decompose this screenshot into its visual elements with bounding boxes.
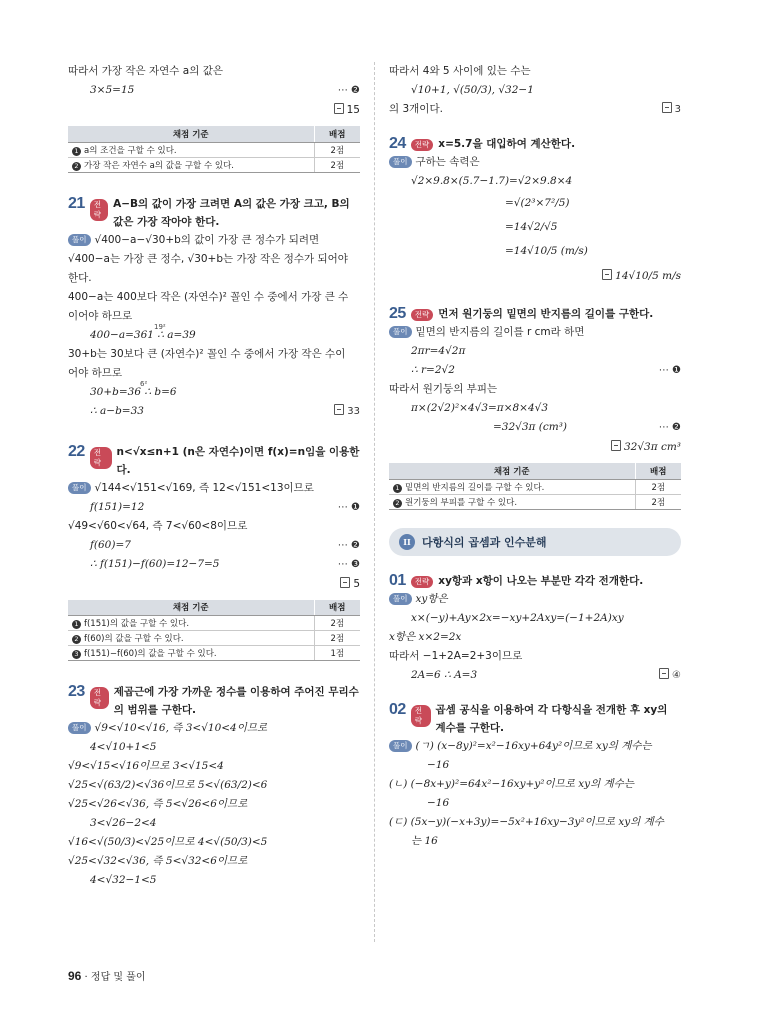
answer-icon <box>340 577 350 588</box>
scoring-table-2 <box>68 600 360 662</box>
solution-line <box>68 231 360 250</box>
circled-number: 2 <box>72 635 81 644</box>
right-column <box>389 62 681 851</box>
strategy-tag: 전략 <box>411 705 431 727</box>
answer-icon <box>334 103 344 114</box>
step-marker: ⋯ ❷ <box>337 85 360 96</box>
equation: 2πr=4√2π <box>411 345 466 357</box>
table-head-points: 배점 <box>635 463 681 479</box>
circled-number: 1 <box>72 147 81 156</box>
solution-line <box>68 479 360 498</box>
eq-line: 30+b=36 ∴ b=6 <box>90 385 177 398</box>
text-line: 따라서 가장 작은 자연수 a의 값은 <box>68 65 223 77</box>
criteria-text: f(60)의 값을 구할 수 있다. <box>84 634 184 644</box>
strategy-tag: 전략 <box>90 447 112 469</box>
equation: √25<√26<√36, 즉 5<√26<6이므로 <box>68 798 248 810</box>
solution-line: 따라서 원기둥의 부피는 <box>389 383 498 395</box>
equation <box>68 402 360 421</box>
strategy-text: 제곱근에 가장 가까운 정수를 이용하여 주어진 무리수의 범위를 구한다. <box>113 686 359 716</box>
equation <box>389 418 681 437</box>
equation <box>68 379 360 402</box>
criteria-text: a의 조건을 구할 수 있다. <box>84 145 177 156</box>
question-22-header <box>68 443 360 479</box>
equation <box>68 498 360 517</box>
square-note: 19² <box>154 322 166 331</box>
solution-line <box>389 153 681 172</box>
table-head-criteria: 채점 기준 <box>68 126 314 142</box>
solution-tag: 풀이 <box>68 482 91 494</box>
step-marker: ⋯ ❷ <box>658 422 681 433</box>
solution-tag: 풀이 <box>389 593 412 605</box>
column-divider <box>374 62 375 942</box>
answer-icon <box>602 269 612 280</box>
answer-line <box>659 666 681 685</box>
strategy-text: n<√x≤n+1 (n은 자연수)이면 f(x)=n임을 이용한다. <box>116 445 360 476</box>
equation <box>68 555 360 574</box>
solution-text: √9<√10<√16, 즉 3<√10<4이므로 <box>94 722 268 734</box>
step-marker: ⋯ ❶ <box>658 365 681 376</box>
section-header <box>389 528 681 556</box>
answer-value: ④ <box>672 669 681 681</box>
criteria-text: 원기둥의 부피를 구할 수 있다. <box>405 497 518 508</box>
page-number: 96 <box>68 969 82 983</box>
eq-line: ∴ a−b=33 <box>90 404 144 417</box>
section-title: 다항식의 곱셈과 인수분해 <box>422 535 547 549</box>
solution-line: 한다. <box>68 271 92 284</box>
table-row <box>68 631 360 646</box>
solution-text: √400−a−√30+b의 값이 가장 큰 정수가 되려면 <box>94 233 320 246</box>
strategy-tag: 전략 <box>411 139 434 151</box>
criteria-text: 가장 작은 자연수 a의 값을 구할 수 있다. <box>84 160 234 171</box>
equation: 는 16 <box>411 834 438 847</box>
question-number: 23 <box>68 683 85 700</box>
answer-value: 15 <box>346 104 360 116</box>
solution-line: 30+b는 30보다 큰 (자연수)² 꼴인 수 중에서 가장 작은 수이 <box>68 347 346 360</box>
points-cell: 2점 <box>314 157 360 172</box>
answer-line <box>389 263 681 289</box>
solution-text: xy항은 <box>415 592 448 605</box>
answer-icon <box>662 102 672 113</box>
strategy-text: xy항과 x항이 나오는 부분만 각각 전개한다. <box>438 574 644 587</box>
solution-line: 400−a는 400보다 작은 (자연수)² 꼴인 수 중에서 가장 큰 수 <box>68 290 349 303</box>
strategy-text: 먼저 원기둥의 밑면의 반지름의 길이를 구한다. <box>438 308 654 320</box>
question-21-header <box>68 195 360 231</box>
equation <box>68 322 360 345</box>
count-text: 의 3개이다. <box>389 103 443 115</box>
equation: √10+1, √(50/3), √32−1 <box>411 84 534 96</box>
table-row <box>68 646 360 661</box>
scoring-table-1 <box>68 126 360 173</box>
points-cell: 2점 <box>314 616 360 631</box>
table-row <box>68 157 360 172</box>
equation <box>68 536 360 555</box>
step-marker: ⋯ ❷ <box>337 539 360 551</box>
equation <box>389 666 681 685</box>
equation: =14√10/5 (m/s) <box>505 245 588 257</box>
answer-line <box>68 100 360 120</box>
table-row <box>68 616 360 631</box>
footer-label: · 정답 및 풀이 <box>84 972 146 983</box>
text-line: 따라서 4와 5 사이에 있는 수는 <box>389 65 531 77</box>
eq-line: ∴ f(151)−f(60)=12−7=5 <box>90 557 220 570</box>
step-marker: ⋯ ❸ <box>337 558 360 570</box>
points-cell: 2점 <box>314 631 360 646</box>
answer-line <box>68 574 360 594</box>
eq-3x5: 3×5=15 <box>90 84 135 96</box>
equation <box>68 81 360 100</box>
question-number: 25 <box>389 305 406 322</box>
eq-line: f(60)=7 <box>90 538 131 551</box>
points-cell: 1점 <box>314 646 360 661</box>
eq-line: 400−a=361 ∴ a=39 <box>90 328 196 341</box>
strategy-text: x=5.7을 대입하여 계산한다. <box>438 138 576 150</box>
equation: √25<√(63/2)<√36이므로 5<√(63/2)<6 <box>68 779 268 791</box>
strategy-text: A−B의 값이 가장 크려면 A의 값은 가장 크고, B의 값은 가장 작아야 한다. <box>113 197 350 228</box>
answer-line <box>389 437 681 457</box>
equation: (ㄷ) (5x−y)(−x+3y)=−5x²+16xy−3y²이므로 xy의 계수 <box>389 815 664 828</box>
question-24-header <box>389 135 681 153</box>
answer-line <box>662 100 681 119</box>
criteria-text: f(151)−f(60)의 값을 구할 수 있다. <box>84 649 217 659</box>
answer-value: 32√3π cm³ <box>623 441 681 453</box>
equation: √2×9.8×(5.7−1.7)=√2×9.8×4 <box>411 175 573 187</box>
text-line <box>389 100 681 119</box>
table-head-points: 배점 <box>314 126 360 142</box>
question-25-header <box>389 305 681 323</box>
question-number: 22 <box>68 442 85 460</box>
strategy-text: 곱셈 공식을 이용하여 각 다항식을 전개한 후 xy의 계수를 구한다. <box>435 703 668 734</box>
solution-text: (ㄱ) (x−8y)²=x²−16xy+64y²이므로 xy의 계수는 <box>415 739 652 752</box>
equation: =14√2/√5 <box>505 221 558 233</box>
equation: 3<√26−2<4 <box>90 817 157 829</box>
table-row <box>389 494 681 509</box>
equation: √9<√15<√16이므로 3<√15<4 <box>68 760 224 772</box>
table-head-criteria: 채점 기준 <box>389 463 635 479</box>
square-note: 6² <box>140 379 148 388</box>
solution-line: √49<√60<√64, 즉 7<√60<8이므로 <box>68 519 248 532</box>
answer-icon <box>659 668 669 679</box>
table-row <box>389 479 681 494</box>
solution-line: 이어야 하므로 <box>68 309 133 322</box>
solution-line <box>389 323 681 342</box>
scoring-table-3 <box>389 463 681 510</box>
eq-line: f(151)=12 <box>90 500 145 513</box>
solution-line: 어야 하므로 <box>68 366 123 379</box>
points-cell: 2점 <box>635 479 681 494</box>
equation: 4<√10+1<5 <box>90 741 157 753</box>
solution-text: √144<√151<√169, 즉 12<√151<13이므로 <box>94 481 314 494</box>
solution-line <box>389 590 681 609</box>
criteria-text: 밑면의 반지름의 길이를 구할 수 있다. <box>405 482 545 493</box>
question-number: 24 <box>389 135 406 152</box>
equation: √25<√32<√36, 즉 5<√32<6이므로 <box>68 855 248 867</box>
solution-line: √400−a는 가장 큰 정수, √30+b는 가장 작은 정수가 되어야 <box>68 252 348 265</box>
solution-tag: 풀이 <box>389 326 412 338</box>
answer-line <box>334 402 360 421</box>
equation: (ㄴ) (−8x+y)²=64x²−16xy+y²이므로 xy의 계수는 <box>389 777 634 790</box>
page-footer <box>68 968 146 983</box>
solution-line <box>68 719 360 738</box>
circled-number: 1 <box>393 484 402 493</box>
question-02-header <box>389 701 681 737</box>
circled-number: 2 <box>72 162 81 171</box>
solution-tag: 풀이 <box>389 156 412 168</box>
question-01-header <box>389 572 681 590</box>
solution-text: 밑면의 반지름의 길이를 r cm라 하면 <box>415 326 585 338</box>
section-badge: II <box>399 534 415 550</box>
step-marker: ⋯ ❶ <box>337 501 360 513</box>
answer-value: 33 <box>347 405 360 417</box>
equation: π×(2√2)²×4√3=π×8×4√3 <box>411 402 549 414</box>
solution-tag: 풀이 <box>68 722 91 734</box>
circled-number: 2 <box>393 499 402 508</box>
solution-line: 따라서 −1+2A=2+3이므로 <box>389 649 523 662</box>
equation: √16<√(50/3)<√25이므로 4<√(50/3)<5 <box>68 836 268 848</box>
equation <box>389 361 681 380</box>
solution-line <box>389 737 681 756</box>
left-column <box>68 62 360 890</box>
points-cell: 2점 <box>635 494 681 509</box>
strategy-tag: 전략 <box>90 199 108 221</box>
strategy-tag: 전략 <box>411 309 434 321</box>
equation: x항은 x×2=2x <box>389 630 462 643</box>
equation: =√(2³×7²/5) <box>505 197 570 209</box>
equation: −16 <box>427 796 450 809</box>
circled-number: 3 <box>72 650 81 659</box>
equation: 4<√32−1<5 <box>90 874 157 886</box>
eq-line: 2A=6 ∴ A=3 <box>411 668 478 681</box>
solution-tag: 풀이 <box>68 234 91 246</box>
answer-icon <box>611 440 621 451</box>
table-head-points: 배점 <box>314 600 360 616</box>
question-number: 21 <box>68 194 85 212</box>
question-number: 02 <box>389 700 406 718</box>
answer-value: 3 <box>674 104 681 115</box>
question-number: 01 <box>389 571 406 589</box>
solution-text: 구하는 속력은 <box>415 156 480 168</box>
points-cell: 2점 <box>314 142 360 157</box>
table-row <box>68 142 360 157</box>
criteria-text: f(151)의 값을 구할 수 있다. <box>84 619 190 629</box>
eq-line: ∴ r=2√2 <box>411 364 455 376</box>
strategy-tag: 전략 <box>90 687 109 709</box>
answer-value: 14√10/5 m/s <box>615 270 681 282</box>
equation: −16 <box>427 758 450 771</box>
circled-number: 1 <box>72 620 81 629</box>
answer-icon <box>334 404 344 415</box>
strategy-tag: 전략 <box>411 576 434 588</box>
question-23-header <box>68 683 360 719</box>
table-head-criteria: 채점 기준 <box>68 600 314 616</box>
solution-tag: 풀이 <box>389 740 412 752</box>
eq-line: =32√3π (cm³) <box>493 421 568 433</box>
answer-value: 5 <box>353 577 360 590</box>
equation: x×(−y)+Ay×2x=−xy+2Axy=(−1+2A)xy <box>411 611 624 624</box>
